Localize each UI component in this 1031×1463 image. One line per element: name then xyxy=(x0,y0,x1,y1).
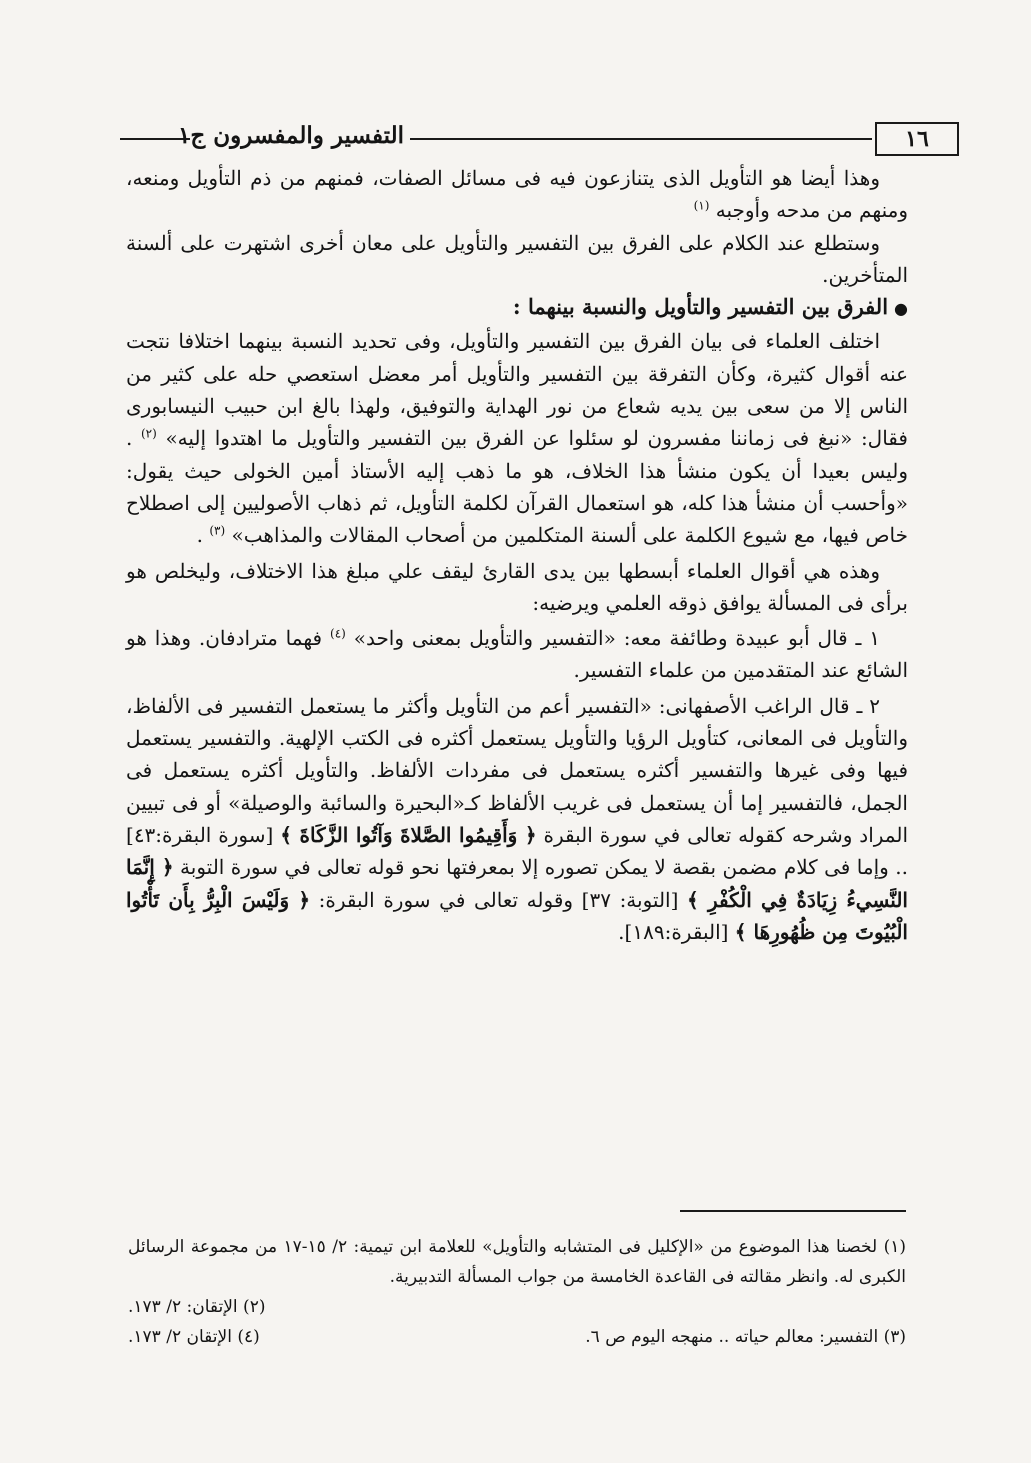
footnote-ref-3: (٣) xyxy=(209,523,226,538)
paragraph-1 xyxy=(126,162,908,227)
paragraph-4-text: وهذه هي أقوال العلماء أبسطها بين يدى القارئ ليقف علي مبلغ هذا الاختلاف، وليخلص هو برأى فى المسألة يوافق ذوقه العلمي ويرضيه: xyxy=(126,558,908,615)
paragraph-5a-text: ١ ـ قال أبو عبيدة وطائفة معه: «التفسير والتأويل بمعنى واحد» xyxy=(353,626,881,651)
paragraph-3 xyxy=(126,325,908,551)
paragraph-4 xyxy=(126,555,908,620)
header-rule-middle xyxy=(410,138,872,140)
page-number: ١٦ xyxy=(875,122,959,156)
paragraph-6 xyxy=(126,690,908,948)
paragraph-3a-text: اختلف العلماء فى بيان الفرق بين التفسير والتأويل، وفى تحديد النسبة بينهما اختلافا نتجت عنه أقوال كثيرة، وكأن التفرقة بين التفسير والتأويل أمر معضل استعصي حله على كثير من الناس إلا من سعى بين يديه شعاع من نور الهداية والتوفيق، ولهذا بالغ ابن حبيب النيسابورى فقال: «نبغ فى زماننا مفسرون لو سئلوا عن الفرق بين التفسير والتأويل ما اهتدوا إليه» xyxy=(126,329,908,451)
footnote-ref-4: (٤) xyxy=(330,626,346,641)
paragraph-6d-text: [البقرة:١٨٩]. xyxy=(618,919,729,944)
paragraph-6b-text: [سورة البقرة:٤٣] .. وإما فى كلام مضمن بقصة لا يمكن تصوره إلا بمعرفتها نحو قوله تعالى في سورة التوبة xyxy=(126,822,908,880)
section-heading-text: الفرق بين التفسير والتأويل والنسبة بينهما : xyxy=(512,294,889,320)
bullet-icon: ● xyxy=(894,299,908,319)
paragraph-6c-text: [التوبة: ٣٧] وقوله تعالى في سورة البقرة: xyxy=(318,887,679,912)
footnote-row-1 xyxy=(128,1292,906,1322)
footnote-2: (٢) الإتقان: ٢/ ١٧٣. xyxy=(128,1297,266,1317)
footnote-ref-1: (١) xyxy=(693,198,710,213)
quran-verse-1: ﴿ وَأَقِيمُوا الصَّلاةَ وَآتُوا الزَّكَاةَ ﴾ xyxy=(280,822,537,847)
running-title: التفسير والمفسرون ج١ xyxy=(178,122,404,149)
paragraph-2-text: وستطلع عند الكلام على الفرق بين التفسير والتأويل على معان أخرى اشتهرت على ألسنة المتأخرين. xyxy=(126,230,908,287)
footnotes xyxy=(128,1232,906,1352)
section-heading xyxy=(126,291,908,325)
footnote-ref-2: (٢) xyxy=(140,426,157,441)
footnote-row-2 xyxy=(128,1322,906,1352)
paragraph-3-end: . xyxy=(196,523,203,548)
footnote-3: (٣) التفسير: معالم حياته .. منهجه اليوم ص ٦. xyxy=(585,1327,906,1347)
footnote-separator xyxy=(680,1210,906,1212)
footnote-1: (١) لخصنا هذا الموضوع من «الإكليل فى المتشابه والتأويل» للعلامة ابن تيمية: ٢/ ١٥-١٧ من مجموعة الرسائل الكبرى له. وانظر مقالته فى القاعدة الخامسة من جواب المسألة التدبيرية. xyxy=(128,1237,906,1287)
paragraph-1-text: وهذا أيضا هو التأويل الذى يتنازعون فيه فى مسائل الصفات، فمنهم من ذم التأويل ومنعه، ومنهم من مدحه وأوجبه xyxy=(126,166,908,223)
page-header xyxy=(120,118,929,158)
paragraph-5 xyxy=(126,622,908,687)
quran-verse-3: ﴿ وَلَيْسَ الْبِرُّ بِأَن تَأْتُوا الْبُيُوتَ مِن ظُهُورِهَا ﴾ xyxy=(126,887,908,944)
main-text xyxy=(126,162,908,948)
paragraph-5b-text: فهما مترادفان. وهذا هو الشائع عند المتقدمين من علماء التفسير. xyxy=(126,626,908,683)
paragraph-2 xyxy=(126,227,908,292)
paragraph-6a-text: ٢ ـ قال الراغب الأصفهانى: «التفسير أعم من التأويل وأكثر ما يستعمل التفسير فى الألفاظ، والتأويل فى المعانى، كتأويل الرؤيا والتأويل يستعمل أكثره فى الكتب الإلهية. والتفسير يستعمل فيها وفى غيرها والتفسير أكثره يستعمل فى مفردات الألفاظ. والتأويل أكثره يستعمل فى الجمل، فالتفسير إما أن يستعمل فى غريب الألفاظ كـ«البحيرة والسائبة والوصيلة» أو فى تبيين المراد وشرحه كقوله تعالى في سورة البقرة xyxy=(126,693,909,847)
quran-verse-2: ﴿ إِنَّمَا النَّسِيءُ زِيَادَةٌ فِي الْكُفْرِ ﴾ xyxy=(126,855,908,912)
paragraph-3b-text: . وليس بعيدا أن يكون منشأ هذا الخلاف، هو ما ذهب إليه الأستاذ أمين الخولى حيث يقول: «وأحسب أن منشأ هذا كله، هو استعمال القرآن لكلمة التأويل، ثم ذهاب الأصوليين إلى اصطلاح خاص فيها، مع شيوع الكلمة على ألسنة المتكلمين من أصحاب المقالات والمذاهب» xyxy=(126,426,908,548)
footnote-4: (٤) الإتقان ٢/ ١٧٣. xyxy=(128,1327,260,1347)
